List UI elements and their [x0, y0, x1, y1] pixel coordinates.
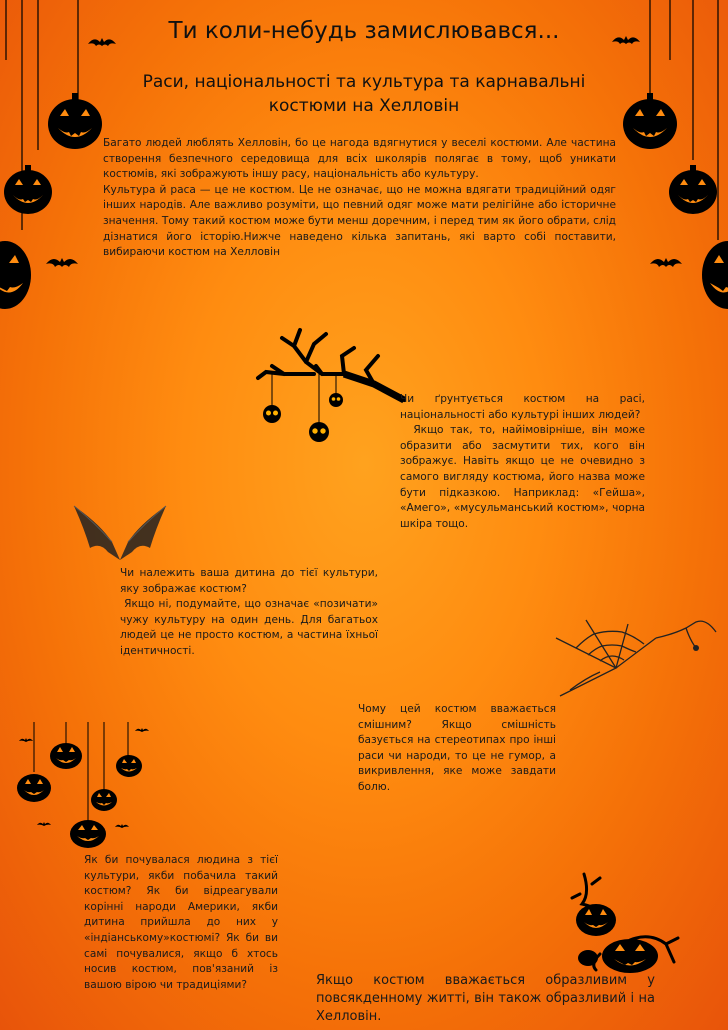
- pumpkin-icon: [669, 165, 717, 214]
- intro-text: [103, 136, 616, 261]
- pumpkins-with-vines-bottom-right: [570, 874, 680, 974]
- bat-icon: [650, 258, 682, 267]
- intro-paragraph-2: Культура й раса — це не костюм. Це не означає, що не можна вдягати традиційний одяг інших народів. Але важливо розуміти, що певний одяг може мати релігійне або історичне значення. Тому такий костюм може бути менш доречним, і перед тим як його обрати, слід дізнатися його історію.Нижче наведено кілька запитань, які варто собі поставити, вибираючи костюм на Хелловін: [103, 183, 616, 259]
- bat-icon: [19, 738, 33, 742]
- bat-icon: [37, 822, 51, 826]
- skull-icon: [263, 405, 281, 423]
- pumpkin-icon: [116, 755, 142, 777]
- bat-icon: [115, 824, 129, 828]
- skull-icon: [309, 422, 329, 442]
- hanging-pumpkins-bottom-left: [14, 722, 154, 852]
- pumpkin-icon: [623, 93, 677, 149]
- question-block-1: [400, 392, 649, 532]
- pumpkin-icon: [4, 165, 52, 214]
- page-title: Ти коли-небудь замислювався...: [168, 18, 560, 44]
- question-4-text: Як би почувалася людина з тієї культури, якби побачила такий костюм? Як би відреагували корінні народи Америки, якби дитина прийшла до них у «індіанському»костюмі? Як би ви самі почувалися, якщо б хтось носив костюм, пов'язаний із вашою вірою чи традиціями?: [84, 854, 278, 991]
- pumpkin-icon: [48, 93, 102, 149]
- question-block-2: [120, 566, 382, 660]
- pumpkin-icon: [576, 904, 616, 936]
- question-2: Чи належить ваша дитина до тієї культури, яку зображає костюм?: [120, 567, 378, 595]
- pumpkin-icon: [50, 743, 82, 769]
- pumpkin-icon: [702, 241, 728, 309]
- closing-statement: Якщо костюм вважається образливим у повсякденному житті, він також образливий і на Хелловін.: [316, 973, 655, 1024]
- bat-icon: [46, 258, 78, 267]
- question-1: Чи ґрунтується костюм на расі, національності або культурі інших людей?: [400, 393, 645, 421]
- bat-icon: [72, 504, 168, 564]
- tree-branch-with-skulls: [254, 326, 404, 446]
- question-3-text: Чому цей костюм вважається смішним? Якщо смішність базується на стереотипах про інші раси чи народи, то це не гумор, а викривлення, яке може завдати болю.: [358, 703, 556, 793]
- answer-1: Якщо так, то, найімовірніше, він може образити або засмутити тих, кого він зображує. Навіть якщо це не очевидно з самого вигляду костюма, його назва може бути підказкою. Наприклад: «Гейша», «Амего», «мусульманський костюм», чорна шкіра тощо.: [400, 424, 649, 530]
- question-block-3: [358, 702, 556, 796]
- hanging-pumpkins-top-left: [0, 0, 110, 320]
- pumpkin-icon: [578, 950, 598, 966]
- skull-icon: [329, 393, 343, 407]
- spider-web-icon: [556, 598, 716, 698]
- intro-paragraph-1: Багато людей люблять Хелловін, бо це нагода вдягнутися у веселі костюми. Але частина створення безпечного середовища для всіх школярів полягає в тому, щоб уникати костюмів, які зображують іншу расу, національність або культуру.: [103, 137, 616, 181]
- answer-2: Якщо ні, подумайте, що означає «позичати» чужу культуру на один день. Для багатьох людей це не просто костюм, а частина їхньої ідентичності.: [120, 598, 382, 657]
- question-block-4: [84, 853, 278, 993]
- pumpkin-icon: [0, 241, 31, 309]
- pumpkin-icon: [91, 789, 117, 811]
- bat-icon: [135, 728, 149, 732]
- pumpkin-icon: [70, 820, 106, 848]
- page-subtitle: Раси, національності та культура та карнавальні костюми на Хелловін: [142, 72, 586, 116]
- pumpkin-icon: [17, 774, 51, 802]
- hanging-pumpkins-top-right: [618, 0, 728, 320]
- pumpkin-icon: [602, 939, 658, 973]
